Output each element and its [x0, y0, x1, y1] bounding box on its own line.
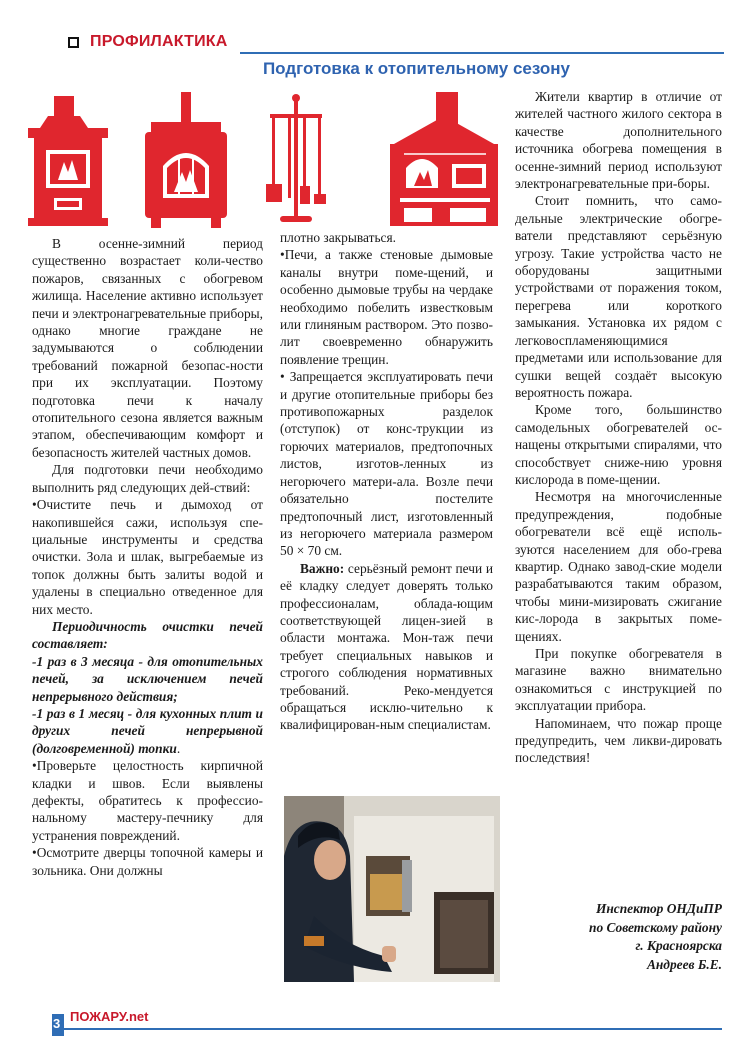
paragraph: •Очистите печь и дымоход от накопившейся сажи, используя спе-циальные инструменты и средства очистки. Зола и шлак, выгребаемые из топок должны быть залиты водой и удалены в специально отведенное для них место.	[32, 497, 263, 617]
paragraph: •Печи, а также стеновые дымовые каналы внутри поме-щений, и особенно дымовые трубы на чердаке необходимо побелить известковым или глиняным раствором. Это позво-лит своевременно обнаружить появление трещин.	[280, 247, 493, 367]
paragraph: Для подготовки печи необходимо выполнить ряд следующих дей-ствий:	[32, 462, 263, 495]
paragraph-end: .	[176, 740, 181, 756]
important-label: Важно:	[300, 560, 345, 576]
paragraph: плотно закрываться.	[280, 230, 397, 245]
checkbox-bullet-icon	[68, 37, 79, 48]
page-number: 3	[53, 1016, 61, 1031]
column-3	[515, 88, 722, 767]
paragraph: Несмотря на многочисленные предупреждения, подобные обогреватели всё ещё исполь-зуются населением для обо-грева квартир. Однако завод-ские модели разрабатываются таким образом, чтобы мини-мизировать сжигание кис-лорода в закрытых поме-щениях.	[515, 489, 722, 644]
paragraph: -1 раз в 3 месяца - для отопительных печей, за исключением печей непрерывного действия;	[32, 653, 263, 704]
paragraph: • Запрещается эксплуатировать печи и другие отопительные приборы без противопожарных разделок (отступок) от конс-трукции из горючих материалов, предтопочных листов, изготов-ленных из негорючего матери-ала. Возле печи обязательно постелите предтопочный лист, изготовленный из негорючего материала размером 50 × 70 см.	[280, 369, 493, 559]
brand-logo: ПОЖАРУ.net	[70, 1009, 149, 1024]
paragraph-text: -1 раз в 1 месяц - для кухонных плит и других печей непрерывной (долговременной) топки	[32, 705, 263, 756]
header-rule	[240, 52, 724, 54]
paragraph: В осенне-зимний период существенно возрастает коли-чество пожаров, связанных с обогревом жилища. Население активно использует печи и электронагревательные приборы, однако многие граждане не задумываются о соблюдении требований пожарной безопас-ности при их эксплуатации. Поэтому подготовка печи к началу отопительного сезона является важным этапом, обеспечивающим комфорт и безопасность жителей частных домов.	[32, 236, 264, 460]
signature-line: по Советскому району	[589, 919, 722, 935]
paragraph: •Осмотрите дверцы топочной камеры и зольника. Они должны	[32, 845, 263, 878]
fireplace-icon	[28, 96, 108, 226]
paragraph	[280, 560, 493, 734]
brick-oven-icon	[390, 92, 498, 226]
signature-line: г. Красноярска	[635, 938, 722, 953]
paragraph: При покупке обогревателя в магазине важно внимательно ознакомиться с инструкцией по эксплуатации прибора.	[515, 646, 722, 714]
paragraph-text: серьёзный ремонт печи и её кладку следует доверять только профессионалам, облада-ющим соответствующей лицен-зией в области монтажа. Мон-таж печи требует специальных навыков и строгого соблюдения нормативных требований. Реко-мендуется обращаться исклю-чительно к квалифицирован-ным специалистам.	[280, 560, 493, 733]
paragraph: Напоминаем, что пожар проще предупредить, чем ликви-дировать последствия!	[515, 715, 722, 766]
paragraph: Периодичность очистки печей составляет:	[32, 618, 263, 652]
paragraph: Кроме того, большинство самодельных обогревателей ос-нащены открытыми спиралями, что способствует сниже-нию уровня кислорода в поме-щении.	[515, 402, 722, 487]
section-label: ПРОФИЛАКТИКА	[90, 33, 228, 50]
signature-line: Инспектор ОНДиПР	[595, 901, 722, 916]
section-header	[44, 34, 724, 56]
column-1	[32, 235, 263, 879]
signature	[515, 900, 722, 974]
paragraph: Жители квартир в отличие от жителей частного жилого сектора в качестве дополнительного источника обогрева помещения в осенне-зимний период используют электронагревательные при-боры.	[515, 89, 722, 192]
stove-icon	[145, 92, 227, 228]
inspector-photo	[284, 796, 500, 982]
fireplace-tools-icon	[266, 94, 326, 222]
signature-line: Андреев Б.Е.	[646, 956, 722, 972]
footer-rule	[64, 1028, 722, 1030]
article-title: Подготовка к отопительному сезону	[262, 59, 570, 78]
paragraph: •Проверьте целостность кирпичной кладки и швов. Если выявлены дефекты, обратитесь к профессио-нальному мастеру-печнику для устранения повреждений.	[32, 758, 263, 843]
paragraph	[32, 705, 263, 757]
column-2	[280, 229, 493, 734]
paragraph: Стоит помнить, что само-дельные электрические обогре-ватели представляют серьёзную угрозу. Такие устройства часто не оборудованы защитными устройствами от поражения током, перегрева или короткого замыкания. Установка их рядом с легковоспламеняющимися предметами или использование для сушки вещей создаёт высокую вероятность пожара.	[515, 193, 722, 400]
stove-illustration	[24, 88, 504, 238]
